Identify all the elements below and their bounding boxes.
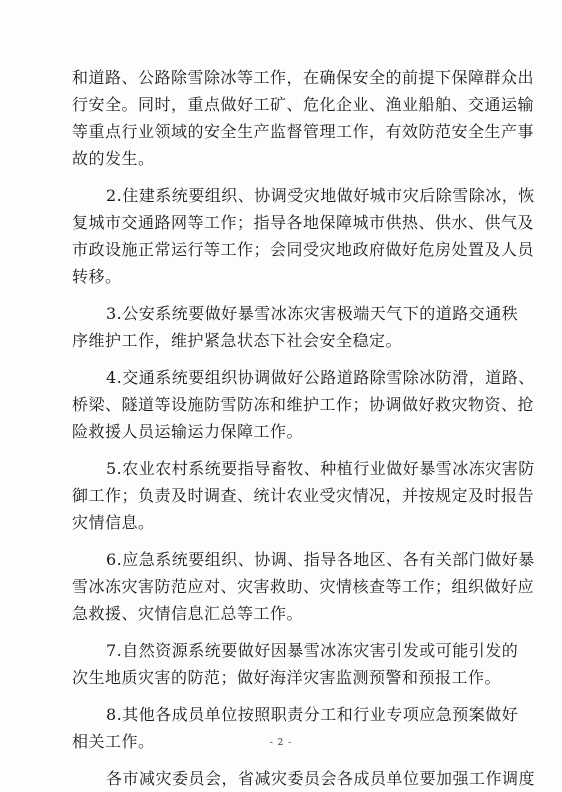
- text-line: 复城市交通路网等工作；指导各地保障城市供热、供水、供气及: [72, 213, 535, 232]
- text-line: 御工作；负责及时调查、统计农业受灾情况，并按规定及时报告: [72, 486, 535, 505]
- text-line: 市政设施正常运行等工作；会同受灾地政府做好危房处置及人员: [72, 240, 535, 259]
- paragraph-item-2: [72, 182, 535, 290]
- text-line: 故的发生。: [72, 149, 155, 168]
- text-line: 2.住建系统要组织、协调受灾地做好城市灾后除雪除冰，恢: [106, 186, 535, 205]
- text-line: 6.应急系统要组织、协调、指导各地区、各有关部门做好暴: [106, 550, 535, 569]
- text-line: 4.交通系统要组织协调做好公路道路除雪除冰防滑，道路、: [106, 368, 535, 387]
- text-line: 7.自然资源系统要做好因暴雪冰冻灾害引发或可能引发的: [106, 641, 519, 660]
- paragraph-item-4: [72, 364, 535, 445]
- paragraph-closing: [72, 765, 536, 792]
- page-number: - 2 -: [269, 738, 293, 748]
- paragraph-item-3: [72, 300, 519, 354]
- text-line: 相关工作。: [72, 732, 155, 751]
- paragraph-item-5: [72, 455, 535, 536]
- paragraph-item-6: [72, 546, 535, 627]
- paragraph: [72, 64, 535, 172]
- text-line: 急救援、灾情信息汇总等工作。: [72, 604, 304, 623]
- text-line: 次生地质灾害的防范；做好海洋灾害监测预警和预报工作。: [72, 668, 502, 687]
- text-line: 序维护工作，维护紧急状态下社会安全稳定。: [72, 331, 403, 350]
- text-line: 行安全。同时，重点做好工矿、危化企业、渔业船舶、交通运输: [72, 95, 535, 114]
- text-line: 和道路、公路除雪除冰等工作，在确保安全的前提下保障群众出: [72, 68, 535, 87]
- text-line: 转移。: [72, 267, 122, 286]
- paragraph-item-7: [72, 637, 519, 691]
- text-line: 3.公安系统要做好暴雪冰冻灾害极端天气下的道路交通秩: [106, 304, 519, 323]
- text-line: 等重点行业领域的安全生产监督管理工作，有效防范安全生产事: [72, 122, 535, 141]
- text-line: 桥梁、隧道等设施防雪防冻和维护工作；协调做好救灾物资、抢: [72, 395, 535, 414]
- text-line: 雪冰冻灾害防范应对、灾害救助、灾情核查等工作；组织做好应: [72, 577, 535, 596]
- text-line: 各市减灾委员会，省减灾委员会各成员单位要加强工作调度: [106, 769, 536, 788]
- text-line: 灾情信息。: [72, 513, 155, 532]
- text-line: 8.其他各成员单位按照职责分工和行业专项应急预案做好: [106, 705, 519, 724]
- text-line: 险救援人员运输运力保障工作。: [72, 422, 304, 441]
- text-line: 5.农业农村系统要指导畜牧、种植行业做好暴雪冰冻灾害防: [106, 459, 535, 478]
- document-body: [72, 64, 536, 792]
